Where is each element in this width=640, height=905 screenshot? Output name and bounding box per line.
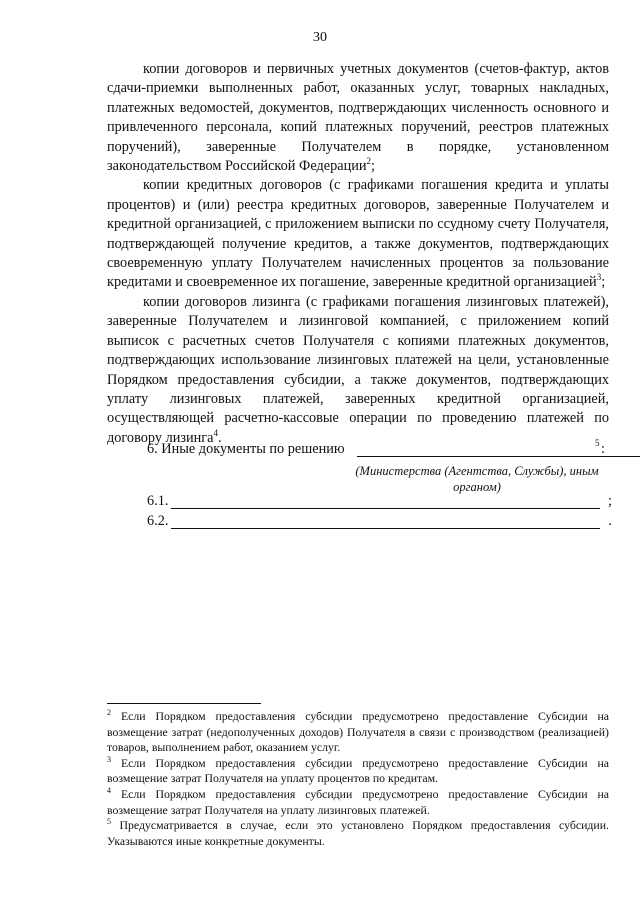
paragraph-contracts xyxy=(107,60,609,176)
footnote-ref: 2 xyxy=(366,156,372,167)
authority-hint: (Министерства (Агентства, Службы), иным органом) xyxy=(355,464,599,494)
other-documents-label: 6. Иные документы по решению xyxy=(147,441,345,457)
document-body xyxy=(107,60,609,448)
paragraph-end: ; xyxy=(371,158,376,175)
footnote-5 xyxy=(107,818,609,849)
footnotes xyxy=(107,709,609,849)
footnote-4 xyxy=(107,787,609,818)
colon: : xyxy=(601,441,605,457)
other-document-item-1 xyxy=(147,493,612,513)
authority-blank-line xyxy=(357,456,640,457)
paragraph-leasing-contracts xyxy=(107,293,609,448)
footnote-ref: 4 xyxy=(213,427,219,438)
footnote-ref: 3 xyxy=(596,272,602,283)
item-blank-line xyxy=(171,508,600,509)
item-number: 6.1. xyxy=(147,493,169,509)
paragraph-credit-contracts xyxy=(107,176,609,292)
item-blank-line xyxy=(171,528,600,529)
item-end: ; xyxy=(608,493,612,509)
footnote-2 xyxy=(107,709,609,756)
footnote-mark: 3 xyxy=(107,754,111,764)
paragraph-text: копии договоров лизинга (с графиками погашения лизинговых платежей), заверенные Получателем и лизинговой компанией, с приложением копий выписок с расчетных счетов Получателя с копиями платежных документов, подтверждающих использование лизинговых платежей на цели, установленные Порядком предоставления субсидии, а также документов, подтверждающих уплату лизинговых платежей, заверенных кредитной организацией, осуществляющей расчетно-кассовые операции по проведению платежей по договору лизинга xyxy=(107,293,609,446)
other-document-item-2 xyxy=(147,513,612,533)
paragraph-end: . xyxy=(218,429,222,446)
footnote-text: Если Порядком предоставления субсидии предусмотрено предоставление Субсидии на возмещение затрат Получателя на уплату лизинговых платежей. xyxy=(107,786,609,817)
page-number: 30 xyxy=(313,30,327,45)
paragraph-text: копии договоров и первичных учетных документов (счетов-фактур, актов сдачи-приемки выполненных работ, оказанных услуг, товарных накладных, платежных ведомостей, документов, подтверждающих численность основного и привлеченного персонала, копий платежных поручений, реестров платежных поручений), заверенные Получателем в порядке, установленном законодательством Российской Федерации xyxy=(107,61,609,175)
footnote-mark: 4 xyxy=(107,786,111,796)
paragraph-end: ; xyxy=(601,274,606,291)
footnote-ref: 5 xyxy=(595,438,600,448)
footnote-mark: 5 xyxy=(107,817,111,827)
footnote-separator xyxy=(107,703,261,704)
item-end: . xyxy=(608,513,612,529)
item-number: 6.2. xyxy=(147,513,169,529)
footnote-mark: 2 xyxy=(107,708,111,718)
footnote-text: Если Порядком предоставления субсидии предусмотрено предоставление Субсидии на возмещение затрат (недополученных доходов) Получателя в связи с производством (реализацией) товаров, выполнением работ, оказанием услуг. xyxy=(107,709,609,755)
other-documents-line xyxy=(107,438,609,461)
footnote-text: Если Порядком предоставления субсидии предусмотрено предоставление Субсидии на возмещение затрат Получателя на уплату процентов по кредитам. xyxy=(107,755,609,786)
paragraph-text: копии кредитных договоров (с графиками погашения кредита и уплаты процентов) и (или) реестра кредитных договоров, заверенные Получателем и кредитной организацией, с приложением выписки по ссудному счету Получателя, подтверждающей получение кредитов, а также документов, подтверждающих своевременную уплату Получателем начисленных процентов за пользование кредитами и своевременное их погашение, заверенные кредитной организацией xyxy=(107,177,609,291)
footnote-3 xyxy=(107,756,609,787)
other-documents-section xyxy=(107,438,612,529)
footnote-text: Предусматривается в случае, если это установлено Порядком предоставления субсидии. Указываются иные конкретные документы. xyxy=(107,818,609,848)
